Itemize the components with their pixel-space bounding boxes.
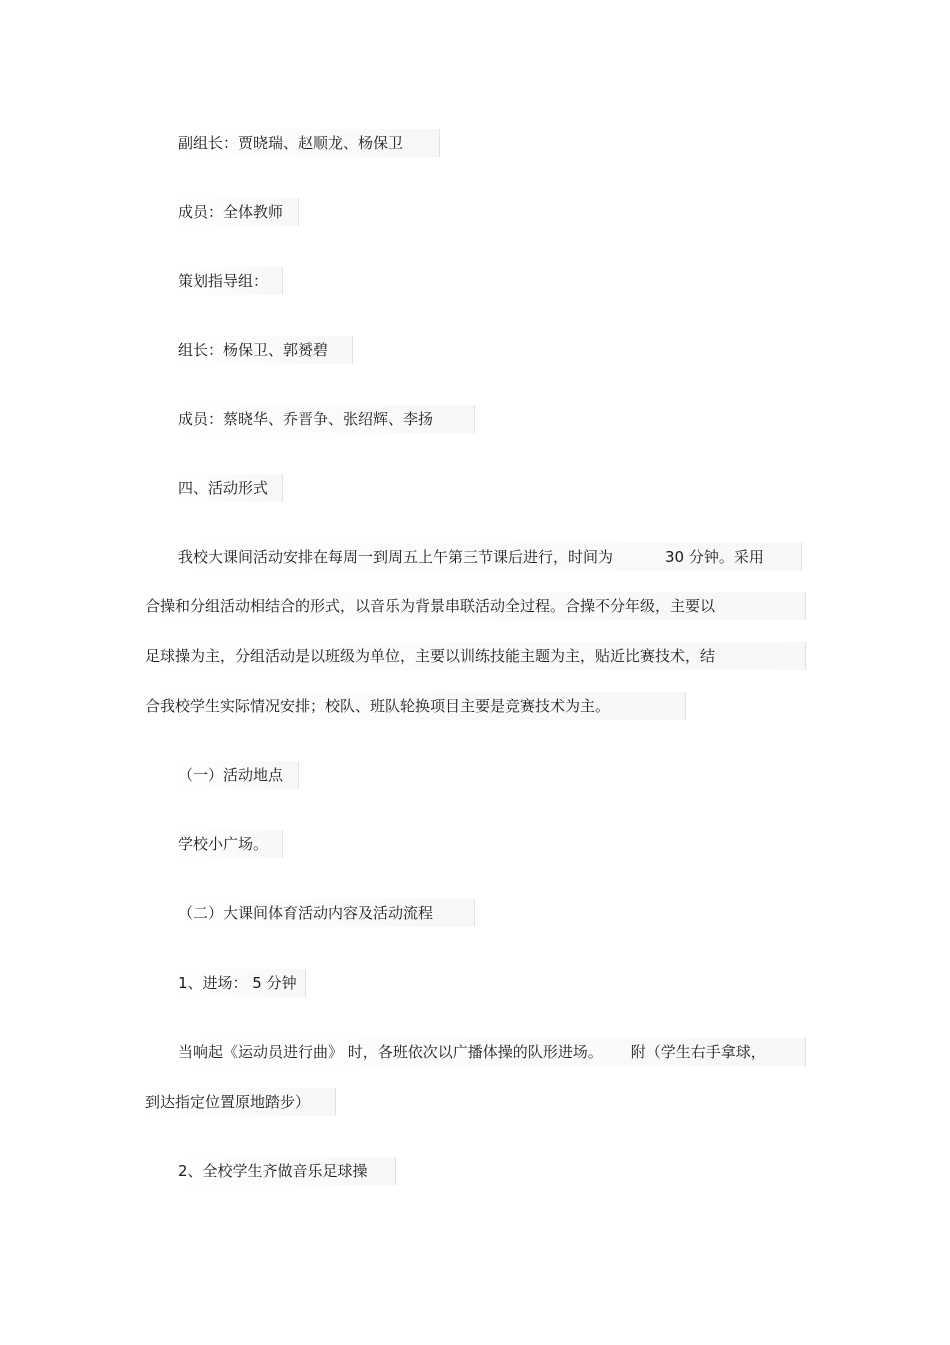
step-text: 1、进场： 5 分钟 (178, 974, 297, 992)
line-text: 成员：蔡晓华、乔晋争、张绍辉、李扬 (178, 410, 434, 428)
paragraph-line-2 (145, 592, 806, 620)
line-group-leaders (178, 336, 353, 364)
paragraph-line-1 (178, 543, 802, 571)
paragraph-entry-line-2 (145, 1088, 336, 1116)
paragraph-text: 合操和分组活动相结合的形式，以音乐为背景串联活动全过程。合操不分年级，主要以 (145, 597, 716, 615)
paragraph-line-4 (145, 692, 686, 720)
step-entry (178, 969, 306, 997)
line-text: 策划指导组： (178, 272, 269, 290)
subheading-text: （二）大课间体育活动内容及活动流程 (178, 904, 434, 922)
line-text: 组长：杨保卫、郭赟碧 (178, 341, 329, 359)
paragraph-line-3 (145, 642, 806, 670)
paragraph-text: 合我校学生实际情况安排；校队、班队轮换项目主要是竞赛技术为主。 (145, 697, 611, 715)
paragraph-text: 到达指定位置原地踏步） (145, 1093, 311, 1111)
line-planning-members (178, 405, 475, 433)
step-football-exercise (178, 1157, 396, 1185)
paragraph-text-part-a: 当响起《运动员进行曲》 时，各班依次以广播体操的队形进场。 (178, 1043, 603, 1061)
step-text: 2、全校学生齐做音乐足球操 (178, 1162, 368, 1180)
paragraph-text-part-b: 30 分钟。采用 (665, 548, 764, 566)
subheading-activity-content (178, 899, 475, 927)
paragraph-text-part-b: 附（学生右手拿球， (630, 1043, 766, 1061)
subheading-text: （一）活动地点 (178, 766, 284, 784)
line-members-all-teachers (178, 198, 299, 226)
heading-text: 四、活动形式 (178, 479, 269, 497)
paragraph-text: 足球操为主，分组活动是以班级为单位，主要以训练技能主题为主，贴近比赛技术，结 (145, 647, 716, 665)
line-vice-leaders (178, 129, 440, 157)
line-location-value (178, 830, 283, 858)
paragraph-text-part-a: 我校大课间活动安排在每周一到周五上午第三节课后进行，时间为 (178, 548, 614, 566)
line-text: 学校小广场。 (178, 835, 269, 853)
section-heading-activity-form (178, 474, 283, 502)
line-text: 成员：全体教师 (178, 203, 284, 221)
subheading-activity-location (178, 761, 299, 789)
line-text: 副组长：贾晓瑞、赵顺龙、杨保卫 (178, 134, 404, 152)
paragraph-entry-line-1 (178, 1038, 806, 1066)
line-planning-group (178, 267, 283, 295)
